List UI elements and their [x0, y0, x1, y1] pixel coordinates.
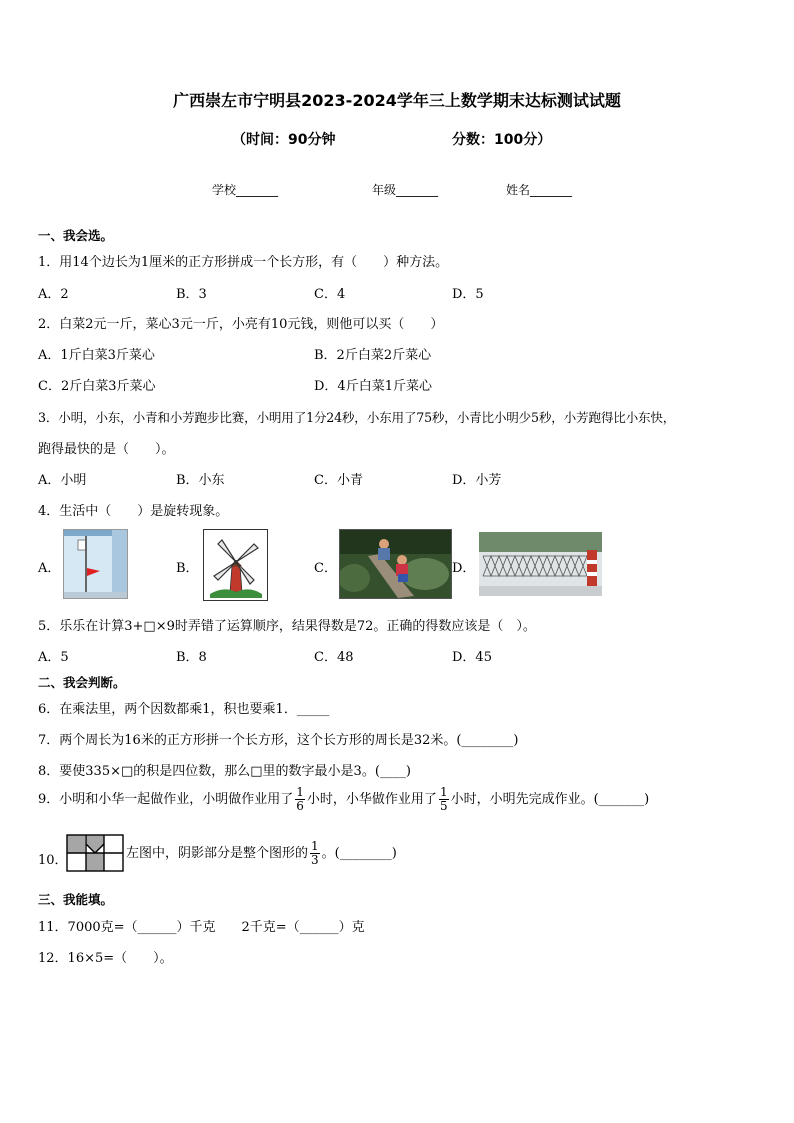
- question-4: 4．生活中（ ）是旋转现象。: [38, 504, 229, 519]
- school-field: 学校_______: [212, 183, 279, 197]
- q4-option-a: A．: [38, 561, 61, 576]
- q5-option-b: B．8: [176, 650, 207, 665]
- slide-icon: [340, 530, 451, 598]
- q1-option-d: D．5: [452, 287, 484, 302]
- q9-fraction-1-numerator: 1: [296, 785, 304, 799]
- grade-field: 年级_______: [372, 183, 439, 197]
- question-5: 5．乐乐在计算3+□×9时弄错了运算顺序，结果得数是72。正确的得数应该是（ ）。: [38, 619, 536, 634]
- q9-text-pre: 9．小明和小华一起做作业，小明做作业用了: [38, 792, 294, 807]
- q3-option-a: A．小明: [38, 473, 87, 488]
- q10-text-post: 。(________): [321, 846, 397, 861]
- question-9: [38, 786, 649, 813]
- question-7: 7．两个周长为16米的正方形拼一个长方形，这个长方形的周长是32米。(________): [38, 733, 519, 748]
- q1-option-c: C．4: [314, 287, 346, 302]
- question-12: 12．16×5=（ ）。: [38, 951, 173, 966]
- q9-fraction-1: [295, 786, 305, 813]
- q9-fraction-2: [439, 786, 449, 813]
- shaded-squares-icon: [66, 834, 124, 872]
- shaded-figure: [66, 834, 124, 872]
- q1-option-a: A．2: [38, 287, 69, 302]
- q4-option-c: C．: [314, 561, 337, 576]
- q9-text-post: 小时，小明先完成作业。(_______): [450, 792, 650, 807]
- question-2: 2．白菜2元一斤，菜心3元一斤，小亮有10元钱，则他可以买（ ）: [38, 317, 444, 332]
- q5-option-a: A．5: [38, 650, 69, 665]
- retractable-gate-image: [479, 532, 602, 596]
- q10-fraction: [310, 840, 320, 867]
- q10-text-mid: 左图中，阴影部分是整个图形的: [126, 846, 309, 861]
- page-title: 广西崇左市宁明县2023-2024学年三上数学期末达标测试试题: [173, 91, 621, 110]
- section-heading-fill: 三、我能填。: [38, 892, 114, 907]
- q9-fraction-2-denominator: 5: [439, 799, 448, 813]
- exam-score: 分数：100分）: [452, 132, 552, 148]
- question-3-line-1: 3．小明，小东，小青和小芳跑步比赛，小明用了1分24秒，小东用了75秒，小青比小明少5秒，小芳跑得比小东快，: [38, 410, 676, 425]
- question-3-line-2: 跑得最快的是（ ）。: [38, 442, 175, 457]
- flag-raising-image: [63, 529, 128, 599]
- q9-text-mid: 小时，小华做作业用了: [306, 792, 437, 807]
- flagpole-icon: [64, 530, 127, 598]
- question-10-label: 10．: [38, 853, 68, 868]
- q4-option-d: D．: [452, 561, 476, 576]
- q10-fraction-denominator: 3: [311, 853, 319, 867]
- q3-option-d: D．小芳: [452, 473, 502, 488]
- slide-image: [339, 529, 452, 599]
- q2-option-b: B．2斤白菜2斤菜心: [314, 348, 432, 363]
- windmill-image: [203, 529, 268, 601]
- question-11: 11．7000克=（______）千克 2千克=（______）克: [38, 920, 365, 935]
- section-heading-judge: 二、我会判断。: [38, 675, 126, 690]
- q5-option-d: D．45: [452, 650, 492, 665]
- q2-option-c: C．2斤白菜3斤菜心: [38, 379, 156, 394]
- q2-option-d: D．4斤白菜1斤菜心: [314, 379, 432, 394]
- q3-option-b: B．小东: [176, 473, 225, 488]
- q10-fraction-numerator: 1: [311, 839, 319, 853]
- windmill-icon: [204, 530, 267, 600]
- section-heading-choice: 一、我会选。: [38, 228, 114, 243]
- q9-fraction-1-denominator: 6: [296, 799, 304, 813]
- q1-option-b: B．3: [176, 287, 207, 302]
- question-8: 8．要使335×□的积是四位数，那么□里的数字最小是3。(____): [38, 764, 411, 779]
- question-6: 6．在乘法里，两个因数都乘1，积也要乘1．_____: [38, 702, 330, 717]
- q5-option-c: C．48: [314, 650, 354, 665]
- name-field: 姓名_______: [506, 183, 573, 197]
- q4-option-b: B．: [176, 561, 199, 576]
- question-1: 1．用14个边长为1厘米的正方形拼成一个长方形，有（ ）种方法。: [38, 255, 449, 270]
- question-10: [126, 840, 397, 867]
- gate-icon: [479, 532, 602, 596]
- q9-fraction-2-numerator: 1: [439, 785, 448, 799]
- exam-time: （时间：90分钟: [232, 132, 336, 148]
- q2-option-a: A．1斤白菜3斤菜心: [38, 348, 155, 363]
- q3-option-c: C．小青: [314, 473, 363, 488]
